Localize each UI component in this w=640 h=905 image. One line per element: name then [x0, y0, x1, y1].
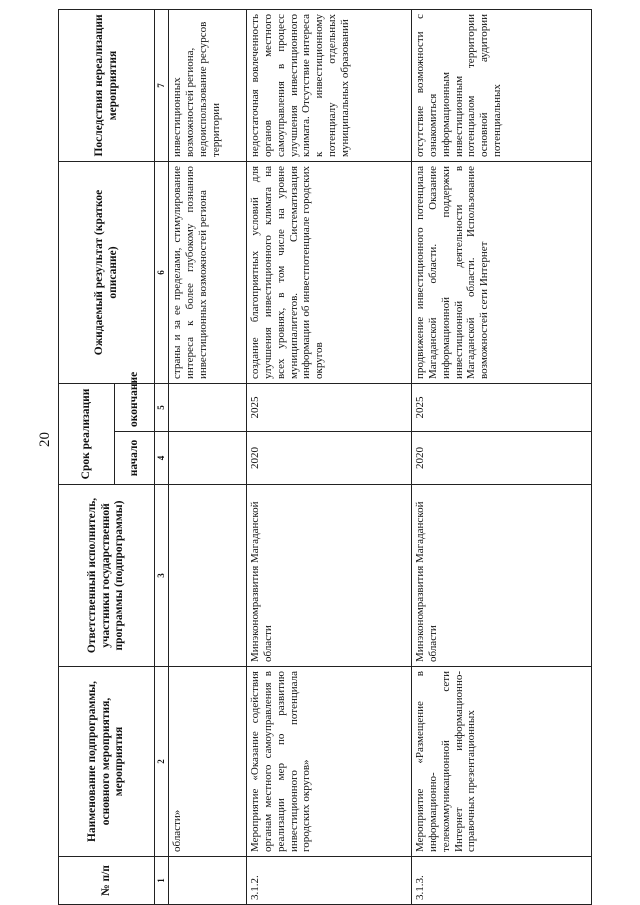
col-number: 3 [155, 485, 169, 667]
col-number: 2 [155, 667, 169, 857]
col-number: 6 [155, 161, 169, 383]
header-consequence: Последствия нереализации мероприятия [59, 9, 155, 161]
row-name: Мероприятие «Размещение в информационно-телекоммуникационной сети Интернет информационно-справочных презентационных [411, 667, 591, 857]
row-num: 3.1.2. [246, 857, 411, 905]
header-end: окончание [115, 383, 155, 431]
row-consequence: инвестиционных возможностей региона, недоиспользование ресурсов территории [168, 9, 246, 161]
row-result: продвижение инвестиционного потенциала Магаданской области. Оказание информационной поддержки инвестиционной деятельности в Магаданской области. Использование возможностей сети Интернет [411, 161, 591, 383]
row-end [168, 383, 246, 431]
row-start: 2020 [411, 432, 591, 485]
row-consequence: отсутствие возможности с ознакомиться информационным инвестиционным потенциалом территории основной аудитории потенциальных [411, 9, 591, 161]
col-number: 7 [155, 9, 169, 161]
col-number: 5 [155, 383, 169, 431]
page-number: 20 [37, 432, 53, 447]
row-end: 2025 [411, 383, 591, 431]
row-start: 2020 [246, 432, 411, 485]
row-result: создание благоприятных условий для улучшения инвестиционного климата на всех уровнях, в том числе на уровне муниципалитетов. Систематизация информации об инвестпотенциале городских округов [246, 161, 411, 383]
row-result: страны и за ее пределами, стимулирование интереса к более глубокому познанию инвестиционных возможностей региона [168, 161, 246, 383]
table-row [411, 9, 591, 904]
header-name: Наименование подпрограммы, основного мероприятия, мероприятия [59, 667, 155, 857]
row-start [168, 432, 246, 485]
row-executor: Минэкономразвития Магаданской области [411, 485, 591, 667]
header-num: № п/п [59, 857, 155, 905]
row-end: 2025 [246, 383, 411, 431]
row-name: Мероприятие «Оказание содействия органам местного самоуправления в реализации мер по развитию инвестиционного потенциала городских округов» [246, 667, 411, 857]
table-container [58, 0, 640, 905]
table-row [168, 9, 246, 904]
row-consequence: недостаточная вовлеченность органов местного самоуправления в процесс улучшения инвестиционного климата. Отсутствие интереса к инвестиционному потенциалу отдельных муниципальных образований [246, 9, 411, 161]
row-executor: Минэкономразвития Магаданской области [246, 485, 411, 667]
header-term: Срок реализации [59, 383, 115, 484]
header-result: Ожидаемый результат (краткое описание) [59, 161, 155, 383]
header-start: начало [115, 432, 155, 485]
row-name: области» [168, 667, 246, 857]
row-executor [168, 485, 246, 667]
row-num: 3.1.3. [411, 857, 591, 905]
col-number: 1 [155, 857, 169, 905]
table-row [246, 9, 411, 904]
row-num [168, 857, 246, 905]
column-number-row [155, 9, 169, 904]
measures-table [58, 9, 592, 905]
col-number: 4 [155, 432, 169, 485]
header-executor: Ответственный исполнитель, участники государственной программы (подпрограммы) [59, 485, 155, 667]
